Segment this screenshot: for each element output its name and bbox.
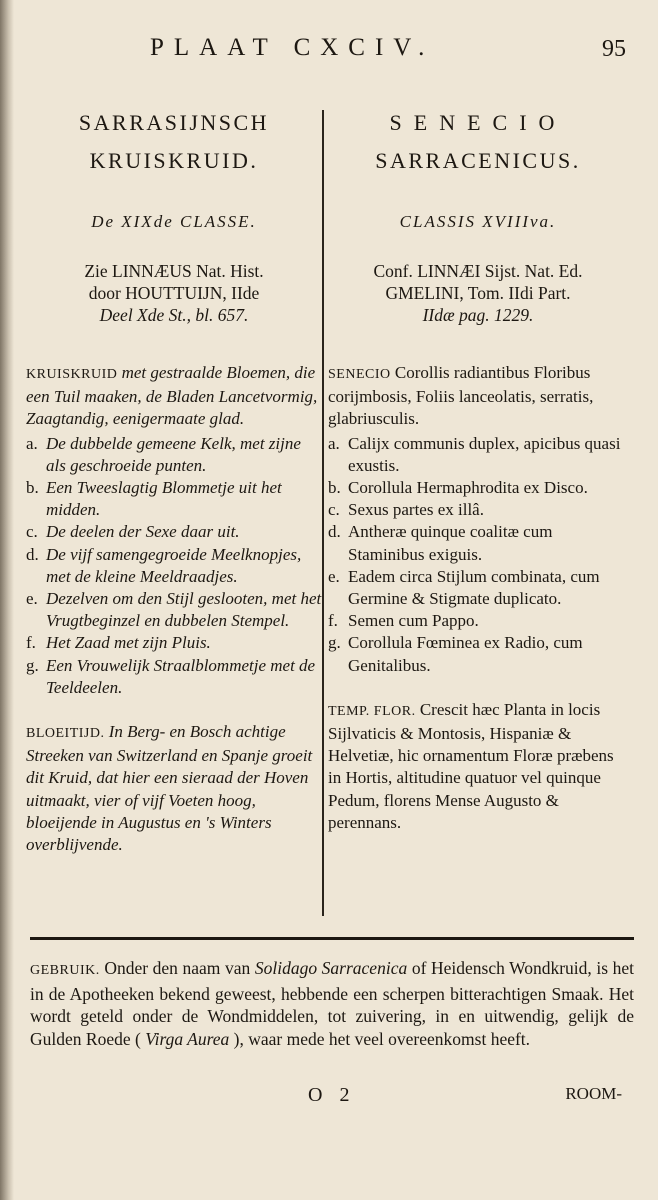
dutch-column [26,104,322,856]
latin-title-line-1: SENECIO [389,110,567,135]
page-edge-shadow [0,0,14,1200]
list-item: d. Antheræ quinque coalitæ cum Staminibus exiguis. [328,522,553,564]
dutch-description-text: met gestraalde Bloemen, die een Tuil maaken, de Bladen Lancetvormig, Zaagtandig, eenigermaate glad. [26,363,318,429]
usage-name-1: Solidago Sarracenica [254,958,408,978]
dutch-class: De XIXde CLASSE. [91,212,257,231]
list-item: b. Corollula Hermaphrodita ex Disco. [328,478,588,498]
latin-ref-line-2: GMELINI, Tom. IIdi Part. [385,283,571,303]
latin-class: CLASSIS XVIIIva. [399,212,557,231]
dutch-parts-list [26,433,322,699]
list-item: c. Sexus partes ex illâ. [328,500,484,520]
signature-mark: O 2 [308,1084,356,1106]
usage-text-3: ), waar mede het veel overeenkomst heeft. [233,1028,531,1049]
dutch-flowering [26,721,322,856]
latin-reference [328,260,628,326]
catchword: ROOM- [565,1084,622,1103]
dutch-flowering-label: BLOEITIJD. [26,726,105,742]
usage-text-2: of Heidensch Wondkruid, is het in de Apotheeken bekend geweest, hebbende een scherpen bitterachtigen Smaak. Het wordt geteld onder de Wondmiddelen, tot zuivering, in en uitwendig, gelijk de Gulden Roede ( [30,958,635,1049]
list-item: f. Het Zaad met zijn Pluis. [26,633,211,653]
dutch-reference [26,260,322,326]
list-item: d. De vijf samengegroeide Meelknopjes, met de kleine Meeldraadjes. [26,544,302,586]
latin-genus-label: SENECIO [328,367,391,382]
list-item: a. De dubbelde gemeene Kelk, met zijne als geschroeide punten. [26,433,301,475]
latin-title [328,104,628,180]
plate-title: PLAAT CXCIV. [150,34,435,61]
dutch-title [26,104,322,180]
section-rule [30,937,634,940]
latin-description [328,362,628,431]
list-item: b. Een Tweeslagtig Blommetje uit het midden. [26,478,282,520]
running-header [0,34,658,68]
page-footer [0,1084,658,1112]
list-item: f. Semen cum Pappo. [328,611,479,631]
list-item: g. Een Vrouwelijk Straalblommetje met de Teeldeelen. [26,655,316,697]
latin-ref-line-3: IIdæ pag. 1229. [422,305,534,325]
list-item: g. Corollula Fœminea ex Radio, cum Genitalibus. [328,633,583,675]
latin-title-line-2: SARRACENICUS. [375,148,581,173]
latin-flowering-text: Crescit hæc Planta in locis Sijlvaticis & Montosis, Hispaniæ & Helvetiæ, hic ornamentum Floræ præbens in Hortis, altitudine quatuor vel quinque Pedum, florens Mense Augusto & perennans. [328,699,614,832]
latin-parts-list [328,433,628,677]
usage-paragraph [30,957,634,1050]
latin-description-text: Corollis radiantibus Floribus corijmbosis, Foliis lanceolatis, serratis, glabriusculis. [328,363,594,429]
dutch-description [26,362,322,431]
list-item: c. De deelen der Sexe daar uit. [26,522,240,542]
latin-ref-line-1: Conf. LINNÆI Sijst. Nat. Ed. [373,261,583,281]
dutch-title-line-2: KRUISKRUID. [89,148,259,173]
column-divider [322,110,324,916]
latin-flowering-label: TEMP. FLOR. [328,703,416,719]
dutch-ref-line-2: door HOUTTUIJN, IIde [88,283,260,303]
latin-column [328,104,628,834]
list-item: e. Dezelven om den Stijl geslooten, met het Vrugtbeginzel en dubbelen Stempel. [26,589,322,631]
dutch-ref-line-3: Deel Xde St., bl. 657. [99,305,249,325]
usage-name-2: Virga Aurea [145,1028,230,1049]
latin-flowering [328,699,628,834]
dutch-ref-line-1: Zie LINNÆUS Nat. Hist. [84,261,264,281]
dutch-title-line-1: SARRASIJNSCH [78,110,270,135]
usage-label: GEBRUIK. [30,963,100,978]
dutch-flowering-text: In Berg- en Bosch achtige Streeken van Switzerland en Spanje groeit dit Kruid, dat hier een sieraad der Hoven uitmaakt, vier of vijf Voeten hoog, bloeijende in Augustus en 's Winters overblijvende. [26,722,313,855]
usage-text-1: Onder den naam van [104,958,251,978]
dutch-genus-label: KRUISKRUID [26,367,118,382]
page-number: 95 [602,36,626,62]
list-item: a. Calijx communis duplex, apicibus quasi exustis. [328,433,621,475]
list-item: e. Eadem circa Stijlum combinata, cum Germine & Stigmate duplicato. [328,566,600,609]
